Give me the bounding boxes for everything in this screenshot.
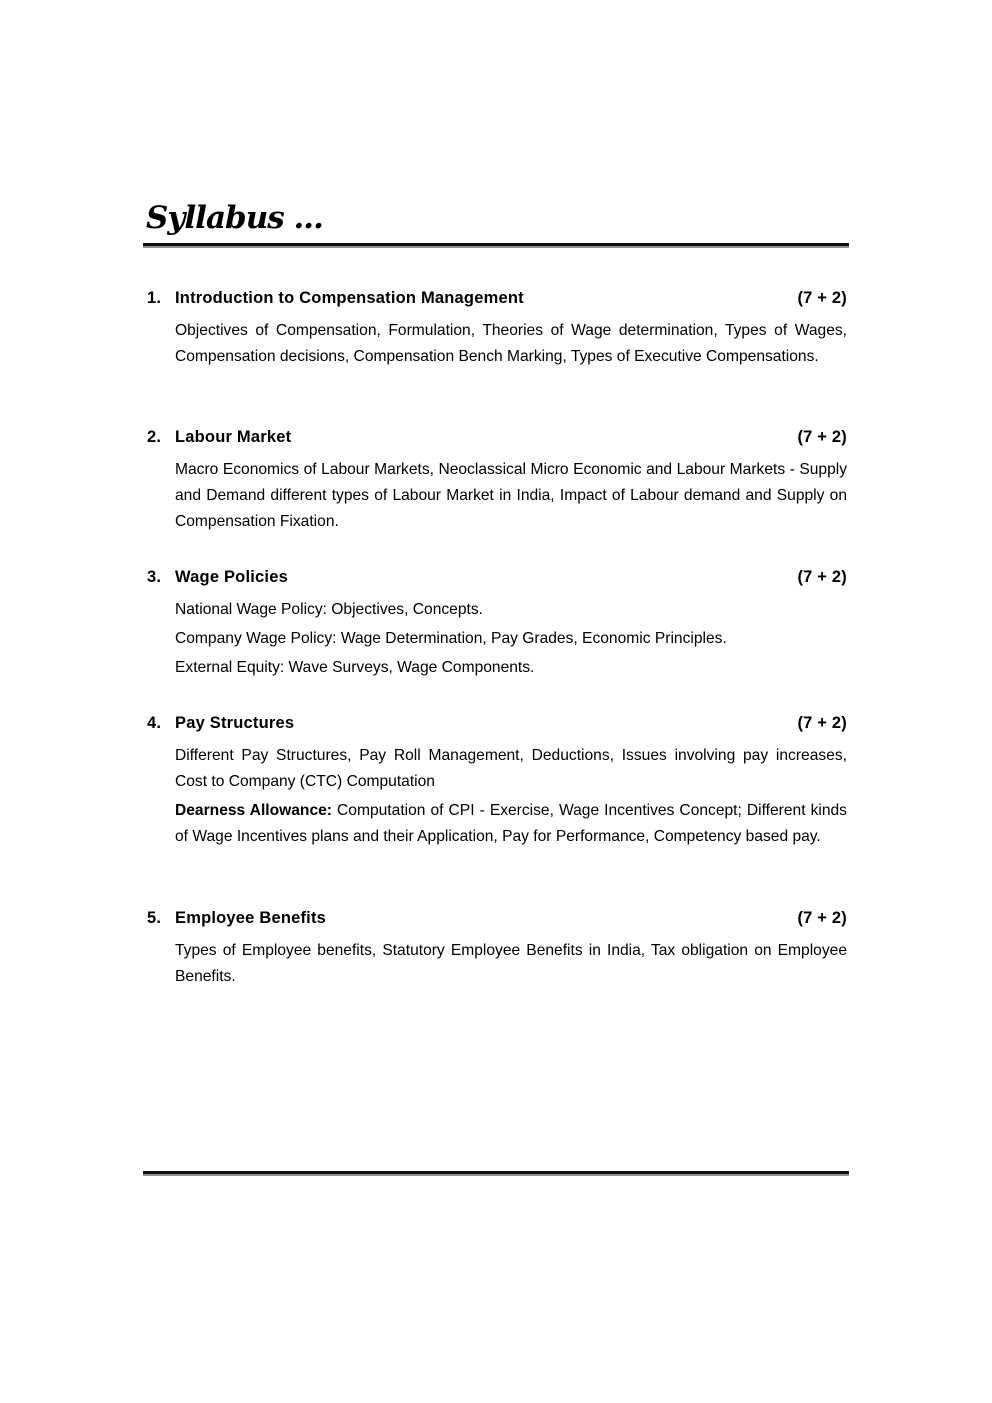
section-number: 5. xyxy=(147,909,162,927)
section-hours: (7 + 2) xyxy=(797,714,847,732)
section-number: 4. xyxy=(147,714,162,732)
section-heading: Introduction to Compensation Management xyxy=(175,289,524,307)
section-hours: (7 + 2) xyxy=(797,289,847,307)
section-1 xyxy=(147,288,847,373)
section-heading: Employee Benefits xyxy=(175,909,327,927)
section-heading: Wage Policies xyxy=(175,568,288,586)
section-text: Macro Economics of Labour Markets, Neoclassical Micro Economic and Labour Markets - Supply and Demand different types of Labour Market in India, Impact of Labour demand and Supply on Compensation Fixation. xyxy=(175,461,847,530)
section-text-dearness xyxy=(175,798,847,850)
section-heading: Pay Structures xyxy=(175,714,295,732)
section-hours: (7 + 2) xyxy=(797,428,847,446)
section-hours: (7 + 2) xyxy=(797,568,847,586)
section-2 xyxy=(147,427,847,538)
page-title: Syllabus ... xyxy=(146,200,323,236)
bottom-rule xyxy=(143,1171,849,1174)
section-text: Objectives of Compensation, Formulation, Theories of Wage determination, Types of Wages, Compensation decisions, Compensation Bench Marking, Types of Executive Compensations. xyxy=(175,322,847,365)
section-number: 1. xyxy=(147,289,162,307)
section-text: Different Pay Structures, Pay Roll Management, Deductions, Issues involving pay increases, Cost to Company (CTC) Computation xyxy=(175,747,847,790)
section-text: National Wage Policy: Objectives, Concepts. xyxy=(175,601,483,618)
top-rule xyxy=(143,243,849,246)
section-number: 3. xyxy=(147,568,162,586)
section-heading: Labour Market xyxy=(175,428,292,446)
section-text: Computation of CPI - Exercise, Wage Incentives Concept; Different kinds of Wage Incentives plans and their Application, Pay for Performance, Competency based pay. xyxy=(175,802,847,845)
section-text: External Equity: Wave Surveys, Wage Components. xyxy=(175,659,535,676)
section-text: Types of Employee benefits, Statutory Employee Benefits in India, Tax obligation on Employee Benefits. xyxy=(175,942,847,985)
section-text: Company Wage Policy: Wage Determination, Pay Grades, Economic Principles. xyxy=(175,630,727,647)
section-3 xyxy=(147,567,847,684)
section-5 xyxy=(147,908,847,993)
section-number: 2. xyxy=(147,428,162,446)
section-4 xyxy=(147,713,847,853)
section-hours: (7 + 2) xyxy=(797,909,847,927)
bold-label: Dearness Allowance: xyxy=(175,802,332,819)
